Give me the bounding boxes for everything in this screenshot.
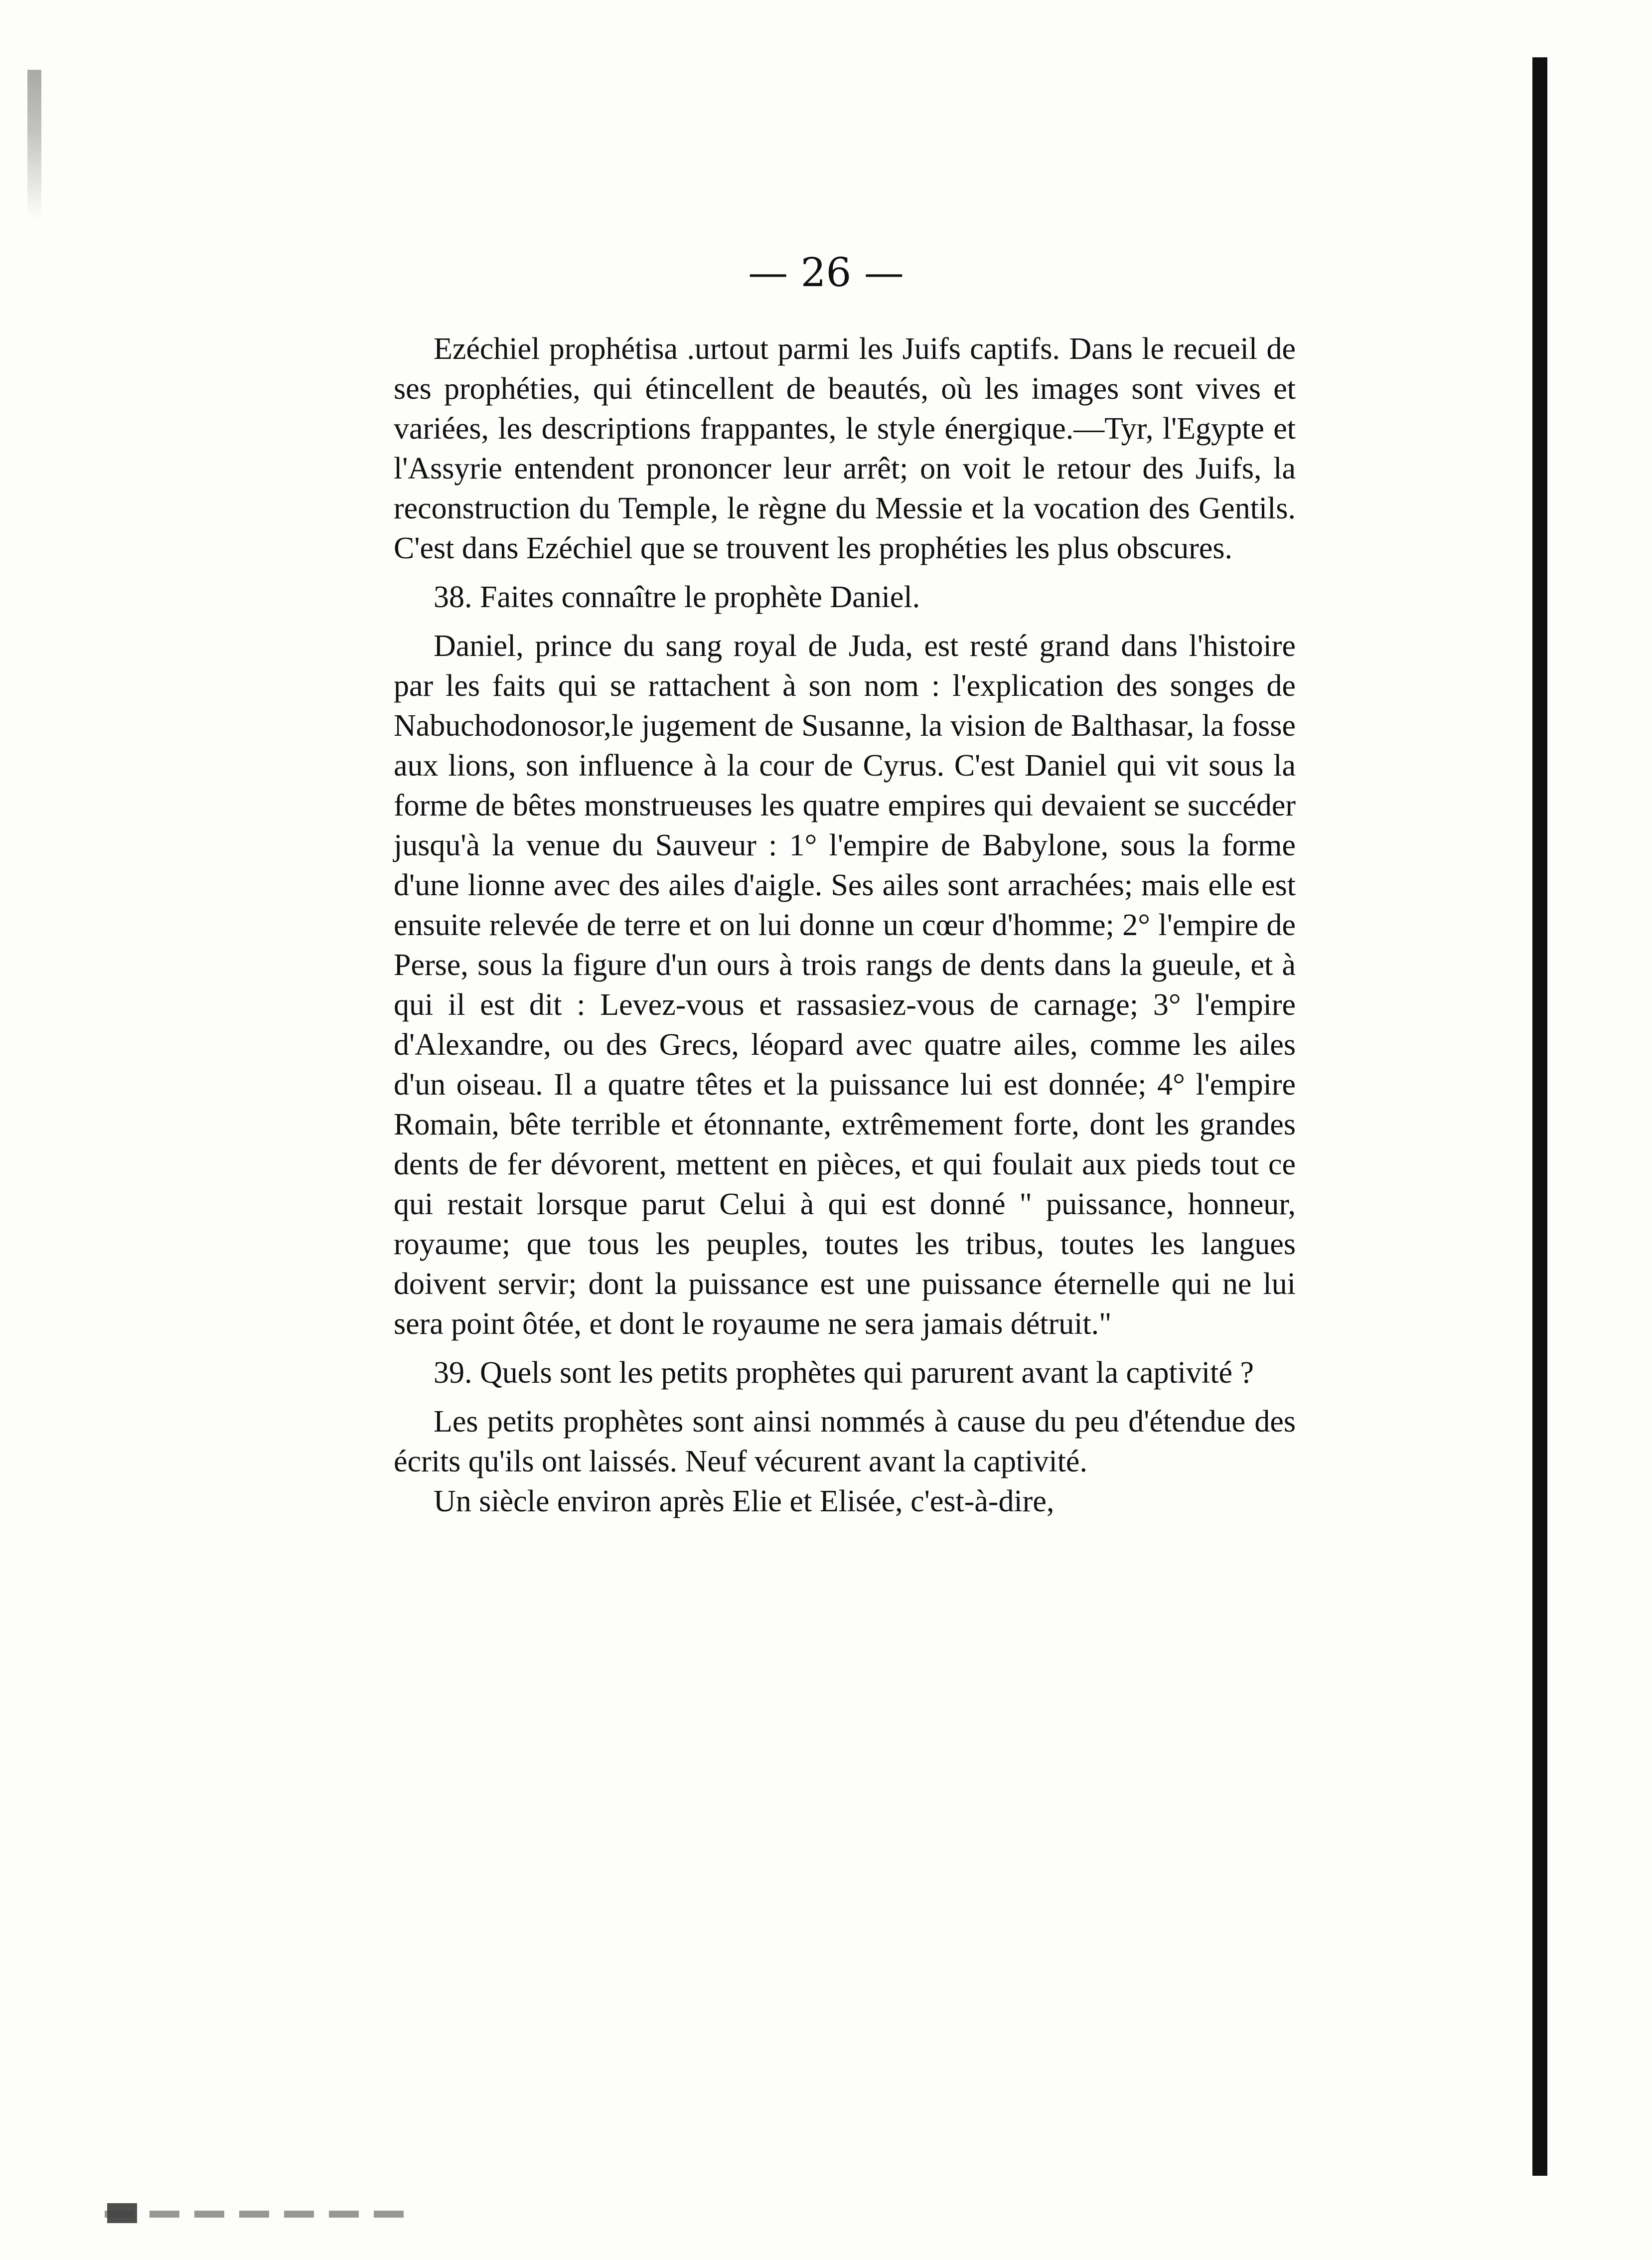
paragraph-ezechiel: Ezéchiel prophétisa .urtout parmi les Juifs captifs. Dans le recueil de ses prophéties, qui étincellent de beautés, où les images sont vives et variées, les descriptions frappantes, le style énergique.—Tyr, l'Egypte et l'Assyrie entendent prononcer leur arrêt; on voit le retour des Juifs, la reconstruction du Temple, le règne du Messie et la vocation des Gentils. C'est dans Ezéchiel que se trouvent les prophéties les plus obscures. bbox=[394, 332, 1296, 565]
scan-smudge-bottom bbox=[105, 2211, 414, 2218]
question-39: 39. Quels sont les petits prophètes qui parurent avant la captivité ? bbox=[434, 1356, 1254, 1390]
paragraph-daniel: Daniel, prince du sang royal de Juda, est resté grand dans l'histoire par les faits qui se rattachent à son nom : l'explication des songes de Nabuchodonosor,le jugement de Susanne, la vision de Balthasar, la fosse aux lions, son influence à la cour de Cyrus. C'est Daniel qui vit sous la forme de bêtes monstrueuses les quatre empires qui devaient se succéder jusqu'à la venue du Sauveur : 1° l'empire de Babylone, sous la forme d'une lionne avec des ailes d'aigle. Ses ailes sont arrachées; mais elle est ensuite relevée de terre et on lui donne un cœur d'homme; 2° l'empire de Perse, sous la figure d'un ours à trois rangs de dents dans la gueule, et à qui il est dit : Levez-vous et rassasiez-vous de carnage; 3° l'empire d'Alexandre, ou des Grecs, léopard avec quatre ailes, comme les ailes d'un oiseau. Il a quatre têtes et la puissance lui est donnée; 4° l'empire Romain, bête terrible et étonnante, extrêmement forte, dont les grandes dents de fer dévorent, mettent en pièces, et qui foulait aux pieds tout ce qui restait lorsque parut Celui à qui est donné " puissance, honneur, royaume; que tous les peuples, toutes les tribus, toutes les langues doivent servir; dont la puissance est une puissance éternelle qui ne lui sera point ôtée, et dont le royaume ne sera jamais détruit." bbox=[394, 629, 1296, 1341]
paragraph-petits-prophetes: Les petits prophètes sont ainsi nommés à cause du peu d'étendue des écrits qu'ils ont laissés. Neuf vécurent avant la captivité. bbox=[394, 1405, 1296, 1478]
question-38: 38. Faites connaître le prophète Daniel. bbox=[434, 580, 920, 614]
scan-smudge-left bbox=[27, 70, 41, 219]
paragraph-elie-elisee: Un siècle environ après Elie et Elisée, c'est-à-dire, bbox=[434, 1484, 1054, 1518]
page-number: — 26 — bbox=[748, 249, 904, 296]
page-binding-edge bbox=[1532, 57, 1547, 2176]
page-body bbox=[394, 329, 1296, 1521]
